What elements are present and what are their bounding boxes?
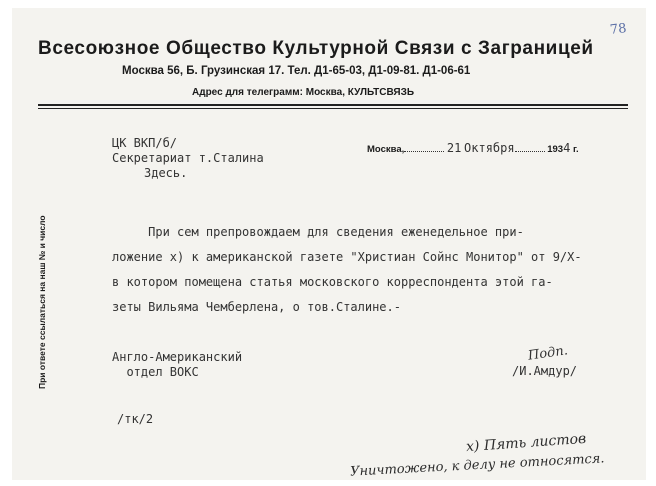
date-year-digit: 4 (563, 141, 571, 155)
date-city: Москва, (367, 144, 405, 155)
sender-line: отдел ВОКС (112, 365, 199, 379)
date-suffix: г. (572, 144, 579, 155)
letter-body (112, 220, 582, 320)
date-month: Октября (464, 141, 515, 155)
body-line: в котором помещена статья московского корреспондента этой га- (112, 275, 553, 289)
reference-mark: /тк/2 (117, 412, 154, 426)
organization-address: Москва 56, Б. Грузинская 17. Тел. Д1-65-03, Д1-09-81. Д1-06-61 (122, 65, 471, 77)
body-line: При сем препровождаем для сведения еженедельное при- (112, 225, 524, 239)
organization-name: Всесоюзное Общество Культурной Связи с Заграницей (38, 38, 594, 59)
date-day: 21 (446, 141, 462, 155)
addressee-line: Здесь. (144, 166, 188, 180)
archive-number: 78 (609, 21, 628, 38)
date-line (367, 140, 579, 155)
sender-line: Англо-Американский (112, 350, 243, 364)
addressee-block (112, 136, 264, 181)
date-dots (515, 140, 545, 152)
addressee-line: Секретариат т.Сталина (112, 151, 264, 165)
handwritten-note: Уничтожено, к делу не относятся. (349, 451, 605, 480)
handwritten-note: х) Пять листов (465, 430, 587, 456)
body-line: ложение х) к американской газете "Христиан Сойнс Монитор" от 9/Х- (112, 250, 582, 264)
letterhead-rule-thin (38, 108, 628, 109)
telegram-address: Адрес для телеграмм: Москва, КУЛЬТСВЯЗЬ (192, 87, 415, 98)
reply-reference-note: При ответе ссылаться на наш № и число (37, 215, 47, 389)
sender-block (112, 350, 242, 380)
signatory-name: /И.Амдур/ (512, 364, 578, 378)
letter-page (12, 8, 646, 480)
letterhead-rule (38, 104, 628, 106)
signature-scrawl: Подп. (527, 343, 569, 364)
addressee-line: ЦК ВКП/б/ (112, 136, 178, 150)
body-line: зеты Вильяма Чемберлена, о тов.Сталине.- (112, 300, 401, 314)
date-year-prefix: 193 (547, 144, 564, 155)
date-dots (404, 140, 444, 152)
